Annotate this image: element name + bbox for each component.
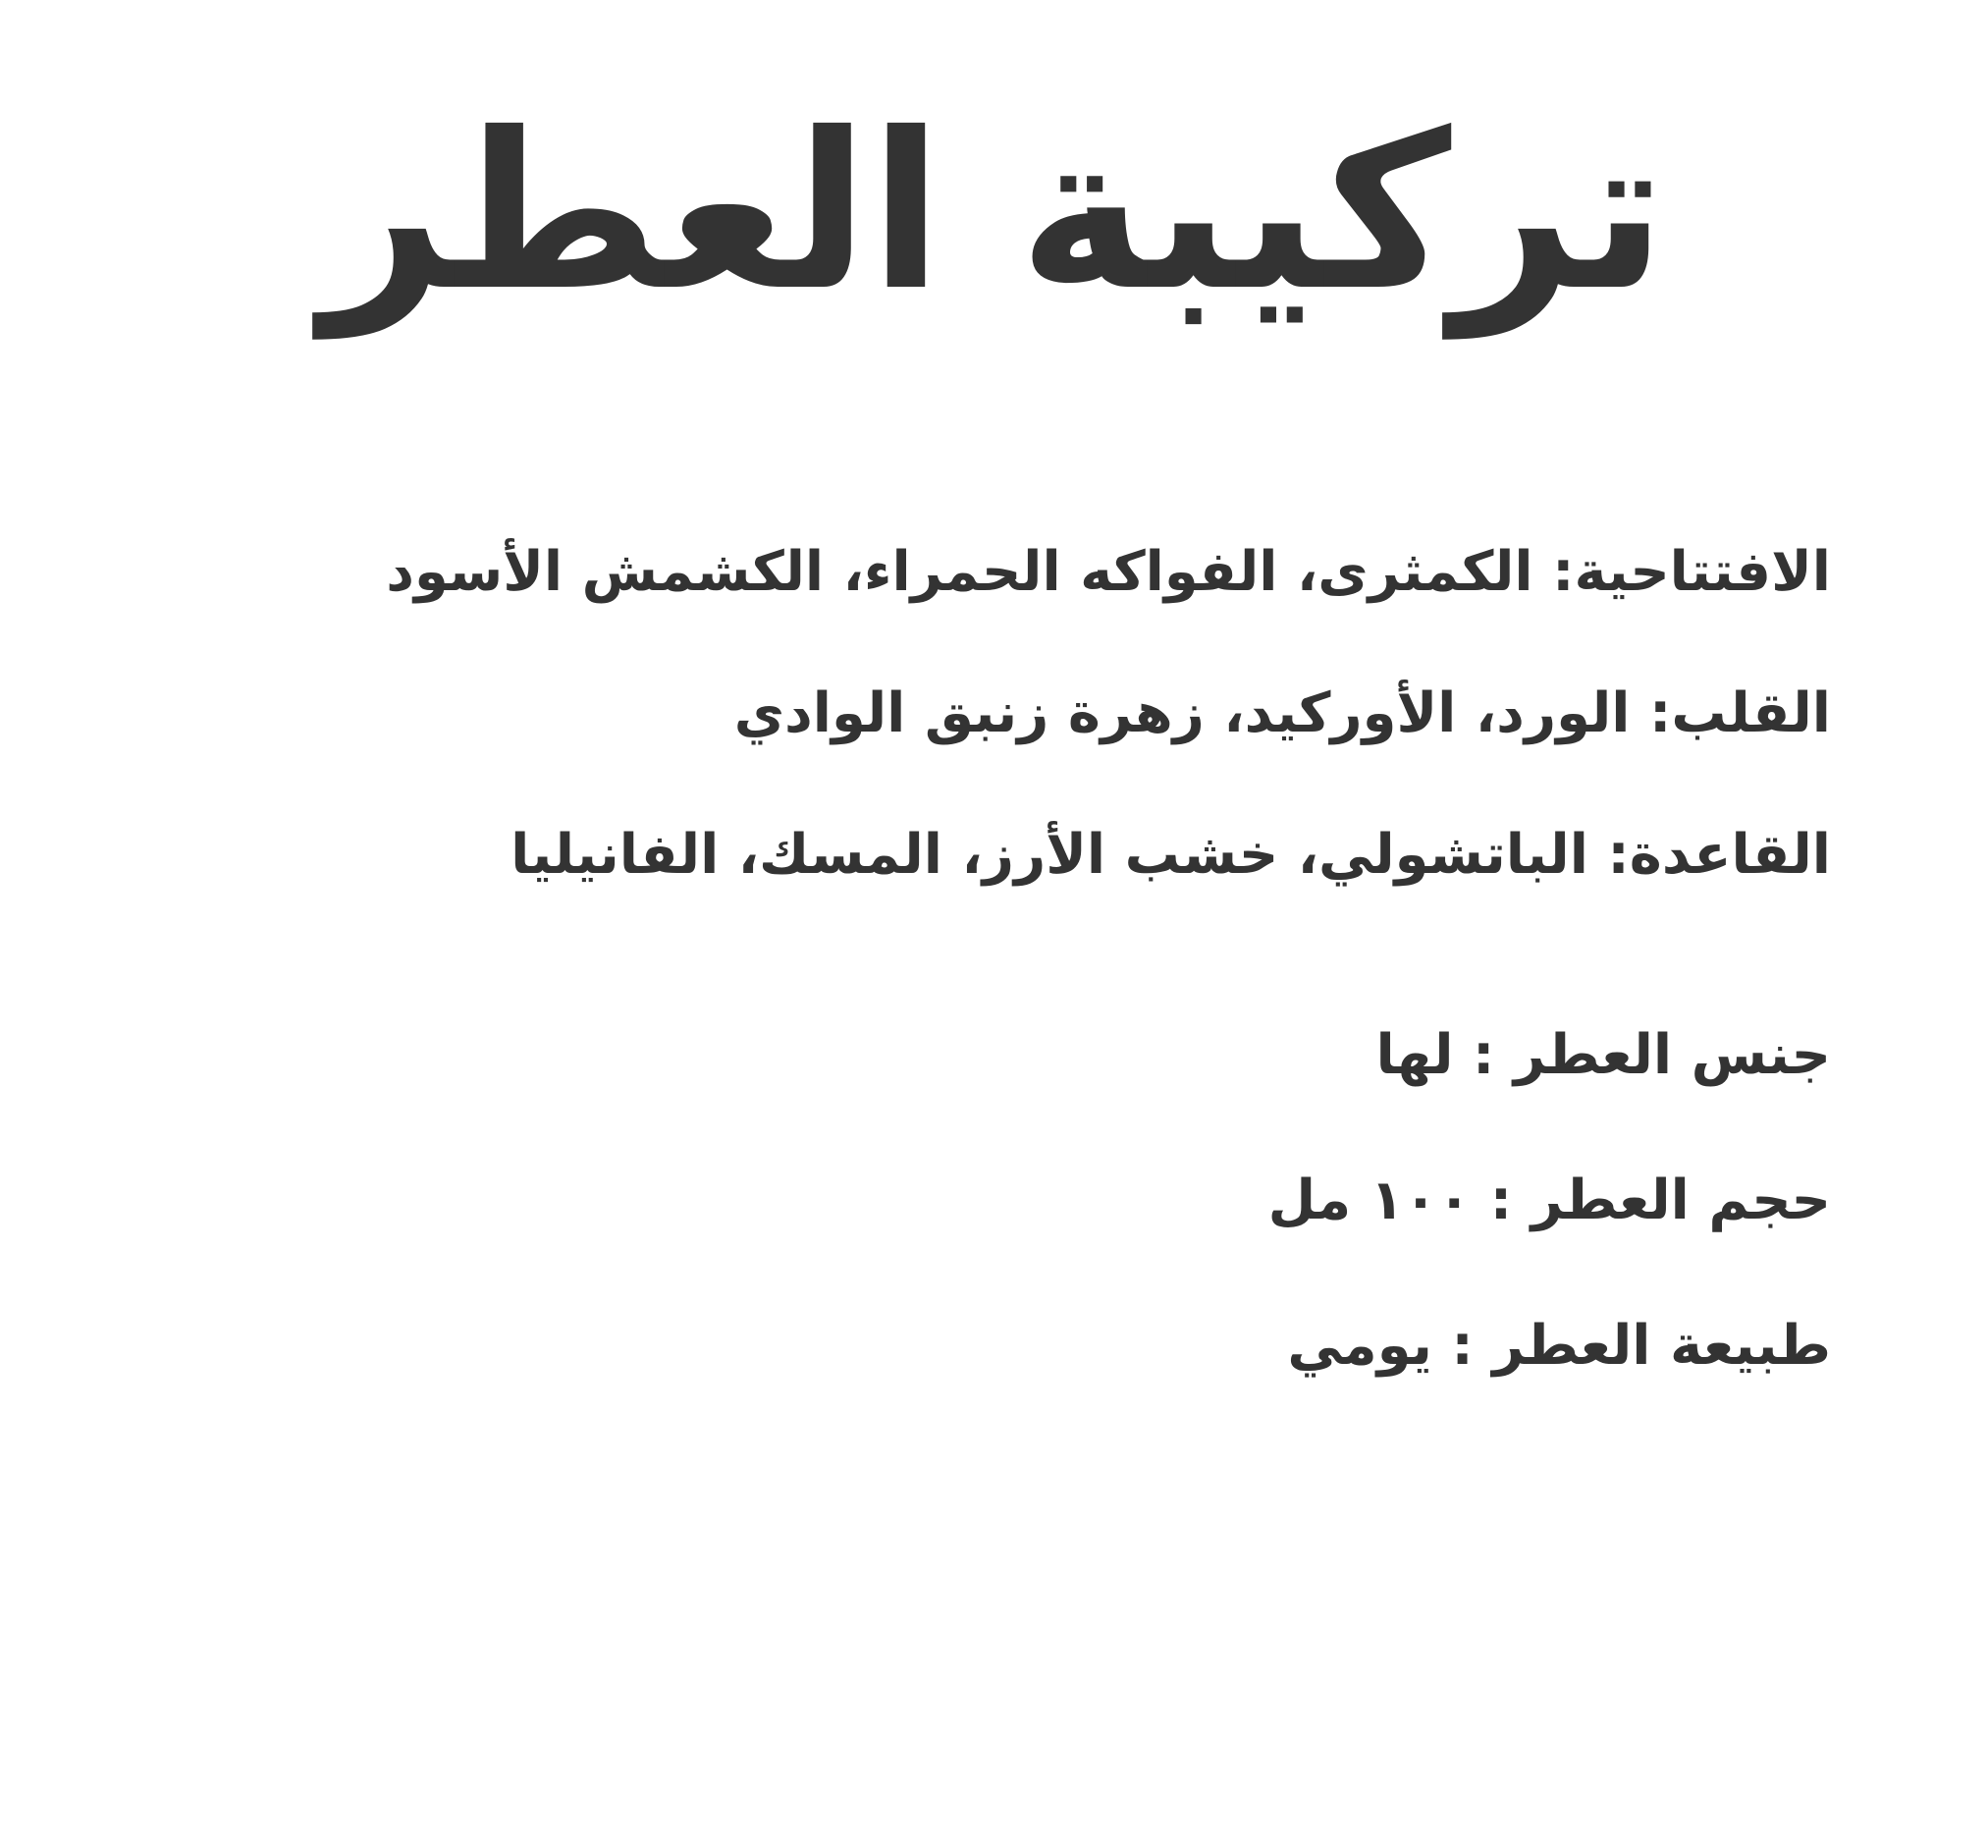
perfume-gender: جنس العطر : لها — [1375, 1023, 1831, 1087]
perfume-volume: حجم العطر : ١٠٠ مل — [1267, 1169, 1831, 1232]
perfume-details — [250, 525, 1831, 1444]
perfume-type: طبيعة العطر : يومي — [1287, 1314, 1831, 1378]
page-title: تركيبة العطر — [321, 86, 1667, 338]
base-notes: القاعدة: الباتشولي، خشب الأرز، المسك، الفانيليا — [510, 823, 1831, 887]
top-notes: الافتتاحية: الكمثرى، الفواكه الحمراء، الكشمش الأسود — [386, 540, 1831, 604]
heart-notes: القلب: الورد، الأوركيد، زهرة زنبق الوادي — [733, 681, 1831, 745]
perfume-specs — [250, 1008, 1831, 1393]
